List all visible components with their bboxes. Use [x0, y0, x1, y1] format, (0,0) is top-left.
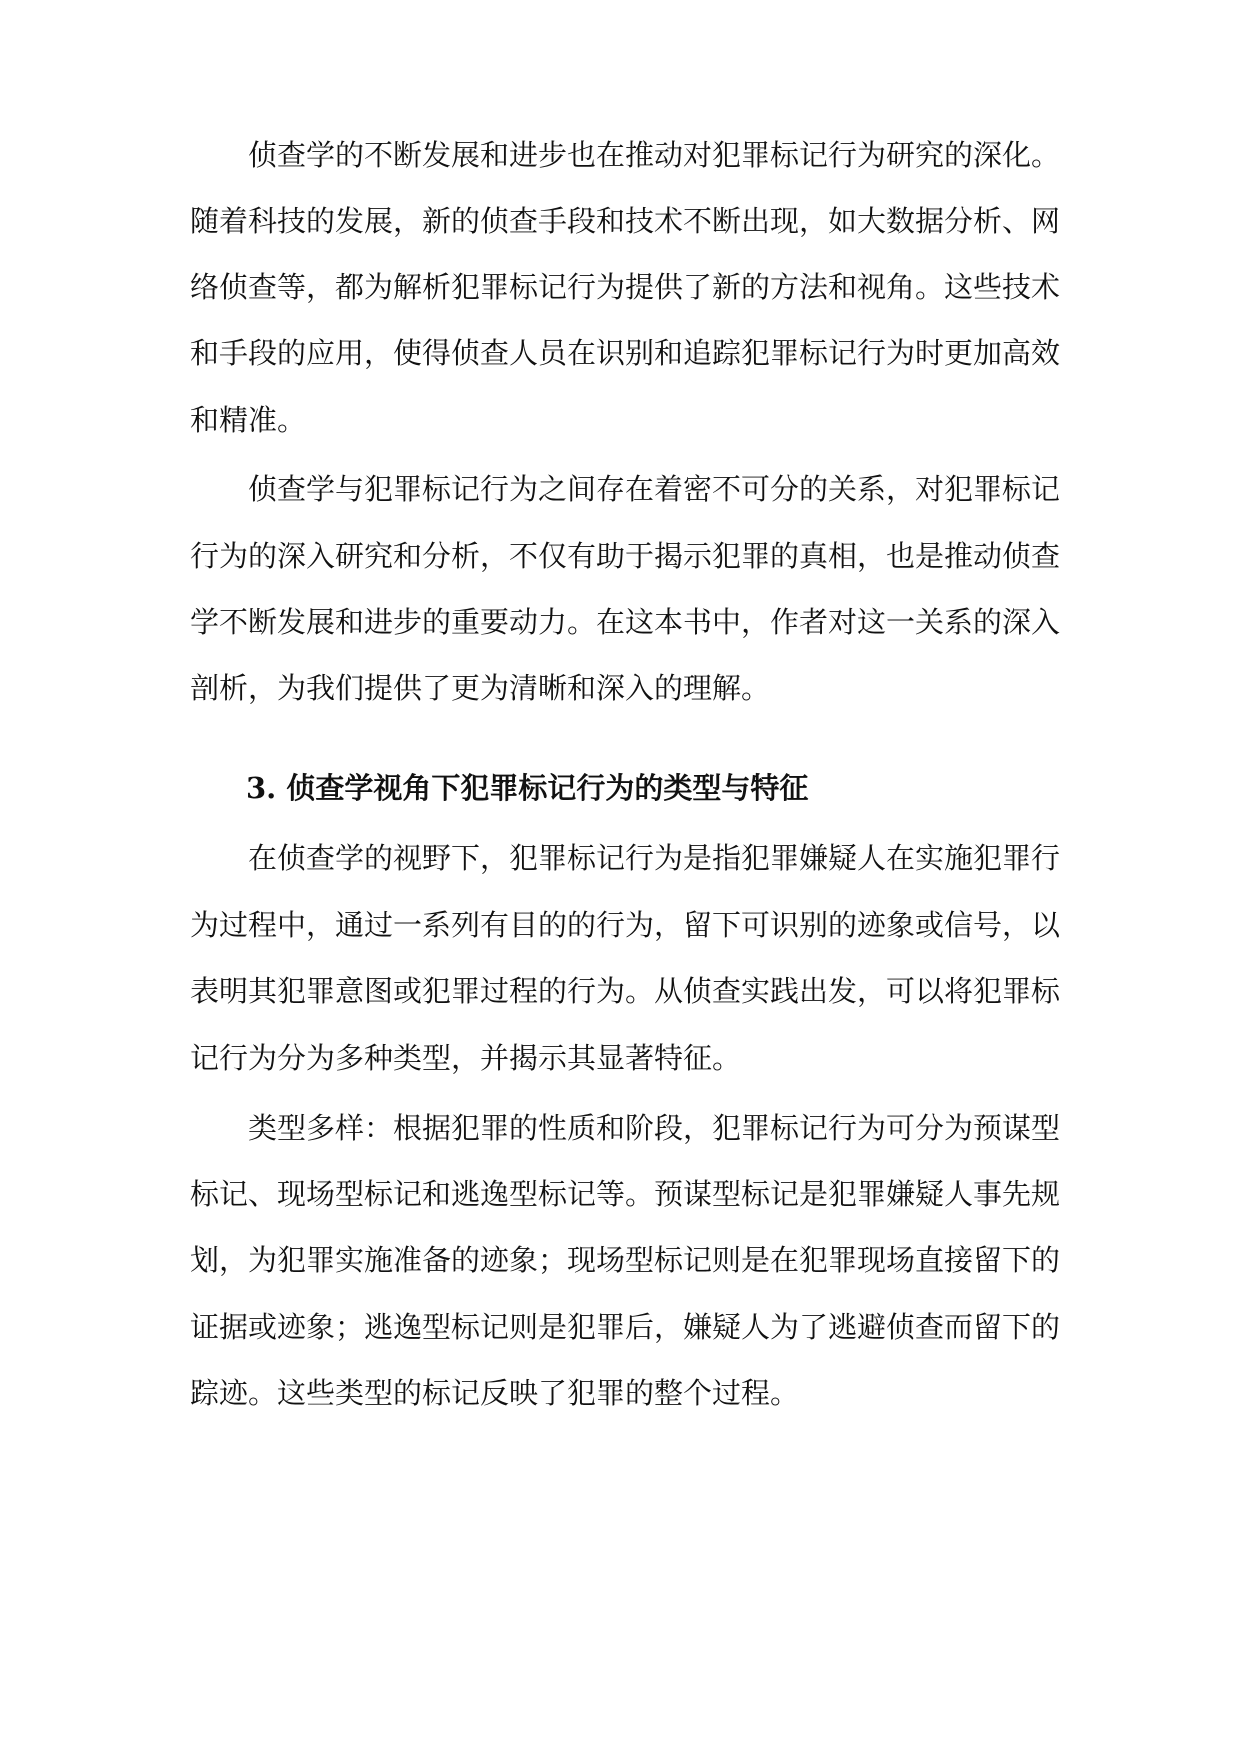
paragraph-3-line-4: 记行为分为多种类型，并揭示其显著特征。 — [190, 1041, 742, 1075]
paragraph-4-line-4: 证据或迹象；逃逸型标记则是犯罪后，嫌疑人为了逃避侦查而留下的 — [190, 1310, 1061, 1344]
paragraph-3-line-3: 表明其犯罪意图或犯罪过程的行为。从侦查实践出发，可以将犯罪标 — [190, 974, 1061, 1008]
paragraph-1-line-1: 侦查学的不断发展和进步也在推动对犯罪标记行为研究的深化。 — [248, 138, 1061, 172]
paragraph-3-line-2: 为过程中，通过一系列有目的的行为，留下可识别的迹象或信号，以 — [190, 908, 1061, 942]
section-heading: 3. 侦查学视角下犯罪标记行为的类型与特征 — [246, 771, 809, 805]
paragraph-1-line-2: 随着科技的发展，新的侦查手段和技术不断出现，如大数据分析、网 — [190, 204, 1061, 238]
paragraph-4-line-2: 标记、现场型标记和逃逸型标记等。预谋型标记是犯罪嫌疑人事先规 — [190, 1177, 1061, 1211]
paragraph-2-line-4: 剖析，为我们提供了更为清晰和深入的理解。 — [190, 671, 771, 705]
paragraph-3-line-1: 在侦查学的视野下，犯罪标记行为是指犯罪嫌疑人在实施犯罪行 — [248, 841, 1061, 875]
paragraph-4-line-5: 踪迹。这些类型的标记反映了犯罪的整个过程。 — [190, 1376, 800, 1410]
paragraph-2-line-2: 行为的深入研究和分析，不仅有助于揭示犯罪的真相，也是推动侦查 — [190, 539, 1061, 573]
paragraph-1-line-4: 和手段的应用，使得侦查人员在识别和追踪犯罪标记行为时更加高效 — [190, 336, 1061, 370]
paragraph-1-line-5: 和精准。 — [190, 403, 307, 437]
paragraph-2-line-1: 侦查学与犯罪标记行为之间存在着密不可分的关系，对犯罪标记 — [248, 472, 1061, 506]
paragraph-4-line-1: 类型多样：根据犯罪的性质和阶段，犯罪标记行为可分为预谋型 — [248, 1111, 1061, 1145]
paragraph-1-line-3: 络侦查等，都为解析犯罪标记行为提供了新的方法和视角。这些技术 — [190, 270, 1061, 304]
paragraph-2-line-3: 学不断发展和进步的重要动力。在这本书中，作者对这一关系的深入 — [190, 605, 1061, 639]
paragraph-4-line-3: 划，为犯罪实施准备的迹象；现场型标记则是在犯罪现场直接留下的 — [190, 1243, 1061, 1277]
